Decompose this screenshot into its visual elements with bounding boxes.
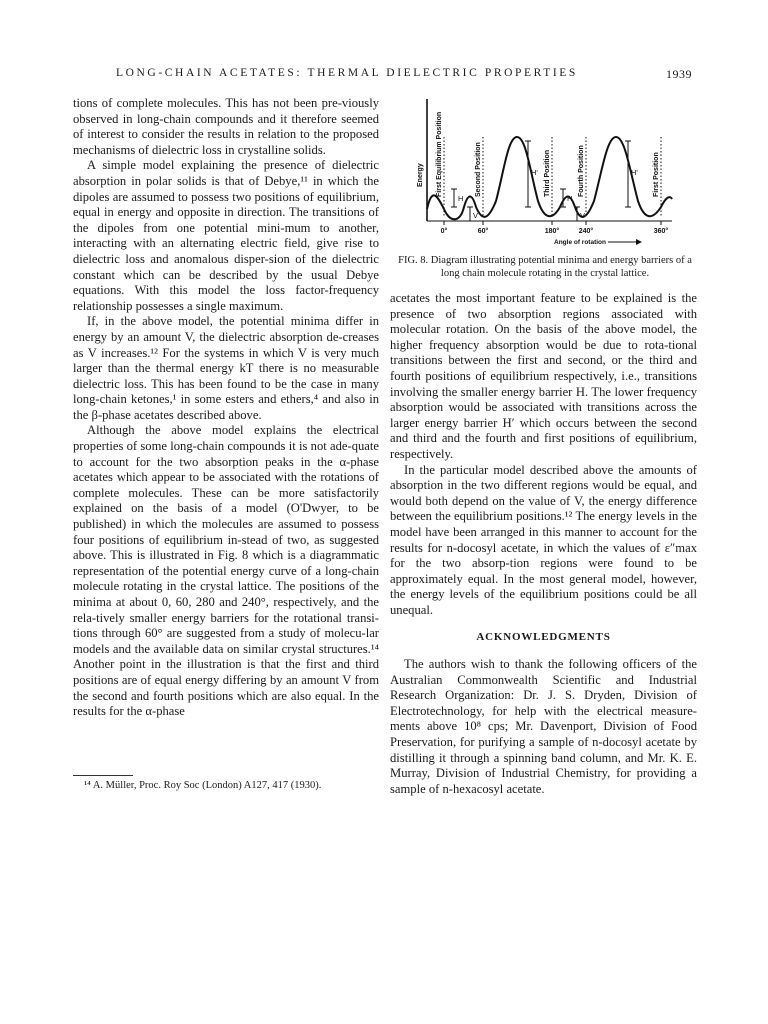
tick-label: 360°	[653, 228, 669, 235]
energy-diagram	[410, 97, 686, 247]
paragraph: tions of complete molecules. This has not been pre-viously observed in long-chain compounds and it therefore seemed of interest to consider the results in relation to the proposed mechanisms of dielectric loss in crystalline solids.	[73, 96, 379, 157]
paragraph: In the particular model described above the amounts of absorption in the two different regions would be equal, and would both depend on the value of V, the energy difference between the equilibrium positions.¹² The energy levels in the model have been arranged in this manner to account for the results for n-docosyl acetate, in which the values of ε″max for the two absorp-tion regions were found to be approximately equal. In the most general model, however, the energy levels of the equilibrium positions could be all unequal.	[390, 462, 697, 617]
footnote-rule	[73, 775, 133, 776]
arrow-right-icon	[636, 239, 642, 245]
running-header	[116, 67, 692, 85]
acknowledgments-text: The authors wish to thank the following officers of the Australian Commonwealth Scientific and Industrial Research Organization: Dr. J. S. Dryden, Division of Electrotechnology, for help with the electrical measure-ments above 10⁸ cps; Mr. Davenport, Division of Food Preservation, for purifying a sample of n-docosyl acetate by distilling it through a spinning band column, and Mr. K. E. Murray, Division of Industrial Chemistry, for providing a sample of n-hexacosyl acetate.	[390, 657, 697, 796]
position-label-first: First Position	[653, 152, 660, 197]
tick-label: 60°	[477, 228, 489, 235]
figure-caption: FIG. 8. Diagram illustrating potential minima and energy barriers of a long chain molecule rotating in the crystal lattice.	[398, 255, 692, 279]
running-title: LONG-CHAIN ACETATES: THERMAL DIELECTRIC PROPERTIES	[116, 67, 578, 79]
barrier-label: H'	[631, 168, 638, 177]
barrier-label: V	[473, 211, 479, 220]
barrier-label: H	[458, 194, 464, 203]
barrier-label: V	[580, 211, 586, 220]
position-label-fourth: Fourth Position	[578, 145, 585, 197]
barrier-label: H	[567, 194, 573, 203]
position-label-second: Second Position	[475, 142, 482, 197]
paragraph: If, in the above model, the potential minima differ in energy by an amount V, the dielectric absorption de-creases as V increases.¹² For the systems in which V is very much larger than the thermal energy kT there is no measurable dielectric loss. This has been found to be the case in many long-chain ketones,¹ in some esters and ethers,⁴ and also in the β-phase acetates described above.	[73, 314, 379, 422]
paragraph: Although the above model explains the electrical properties of some long-chain compounds it is not ade-quate to account for the two absorption peaks in the α-phase acetates which appear to be associated with the rotations of complete molecules. These can be more satisfactorily explained on the basis of a model (O'Dwyer, to be published) in which the molecules are assumed to possess four positions of equilibrium in-stead of two, as suggested above. This is illustrated in Fig. 8 which is a diagrammatic representation of the potential energy curve of a long-chain molecule rotating in the crystal lattice. The positions of the minima at about 0, 60, 280 and 240°, respectively, and the rela-tively smaller energy barriers for the rotational transi-tions through 60° are suggested from a study of molecu-lar models and the available data on similar crystal structures.¹⁴ Another point in the illustration is that the first and third positions are of equal energy differing by an amount V from the second and fourth positions which are also equal. In the results for the α-phase	[73, 423, 379, 719]
page-number: 1939	[666, 67, 692, 81]
paragraph: acetates the most important feature to be explained is the presence of two absorption regions associated with molecular rotation. On the basis of the above model, the higher frequency absorption would be due to rota-tional transitions between the first and second, or the third and fourth positions of equilibrium respectively, i.e., transitions involving the smaller energy barrier H. The lower frequency absorption would be associated with transitions across the larger energy barrier H′ which occurs between the second and third and the fourth and first positions of equilibrium, respectively.	[390, 291, 697, 461]
figure-8	[410, 97, 686, 247]
angle-axis-label: Angle of rotation	[554, 239, 606, 246]
tick-label: 180°	[544, 228, 560, 235]
tick-label: 240°	[578, 228, 594, 235]
tick-label: 0°	[440, 228, 448, 235]
paragraph: A simple model explaining the presence of dielectric absorption in polar solids is that of Debye,¹¹ in which the dipoles are assumed to possess two positions of equilibrium, equal in energy and opposite in direction. The transitions of the dipoles from one potential mini-mum to another, interacting with an alternating electric field, give rise to dielectric loss and anomalous disper-sion of the dielectric constant which can be described by the usual Debye equations. With this model the loss factor-frequency relationship possesses a single maximum.	[73, 158, 379, 313]
acknowledgments-heading: ACKNOWLEDGMENTS	[476, 631, 611, 644]
footnote: ¹⁴ A. Müller, Proc. Roy Soc (London) A127, 417 (1930).	[84, 780, 322, 791]
barrier-label: H'	[531, 168, 538, 177]
position-label-first-equilibrium: First Equilibrium Position	[436, 111, 443, 197]
energy-axis-label: Energy	[417, 163, 424, 187]
right-column	[390, 291, 697, 797]
position-label-third: Third Position	[544, 149, 551, 197]
left-column	[73, 96, 379, 720]
